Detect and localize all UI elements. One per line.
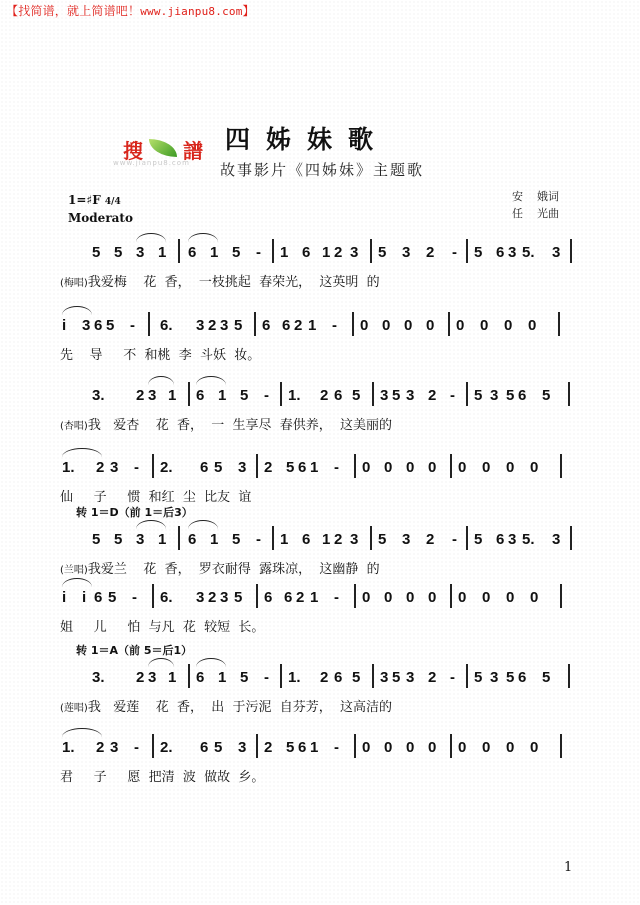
leaf-icon bbox=[149, 139, 177, 157]
notes-line: 5 5 3 1 6 1 5 - 1 6 1 2 3 5 3 2 - 5 6 3 5. 3 bbox=[60, 241, 580, 265]
modulation-marking: 转 1＝D（前 1＝后3） bbox=[76, 506, 193, 519]
site-logo bbox=[113, 135, 218, 167]
lyricist: 安 娥词 bbox=[512, 190, 559, 203]
notes-line: 1. 2 3 - 2. 6 5 3 2 5 6 1 - 0 0 0 0 0 0 0 0 bbox=[60, 736, 580, 760]
notes-line: 1. 2 3 - 2. 6 5 3 2 5 6 1 - 0 0 0 0 0 0 0 0 bbox=[60, 456, 580, 480]
lyrics-line: (莲唱)我 爱莲 花 香， 出 于污泥 自芬芳， 这高洁的 bbox=[60, 700, 393, 715]
score-system-1 bbox=[60, 241, 580, 301]
key-signature: 1=♯F 4/4 bbox=[68, 193, 121, 207]
notes-line: 3. 2 3 1 6 1 5 - 1. 2 6 5 3 5 3 2 - 5 3 5 6 5 bbox=[60, 384, 580, 408]
score-system-6 bbox=[60, 586, 580, 646]
lyrics-line: 君 子 愿 把清 波 做故 乡。 bbox=[60, 770, 265, 785]
score-system-3 bbox=[60, 384, 580, 444]
score-system-5 bbox=[60, 528, 580, 588]
singer-tag: (莲唱) bbox=[60, 703, 88, 714]
logo-char-2: 譜 bbox=[183, 139, 203, 163]
score-system-2 bbox=[60, 314, 580, 374]
logo-char-1: 搜 bbox=[123, 139, 143, 163]
page-number: 1 bbox=[564, 860, 573, 875]
song-title: 四姊妹歌 bbox=[225, 125, 390, 154]
song-subtitle: 故事影片《四姊妹》主题歌 bbox=[220, 161, 425, 179]
singer-tag: (兰唱) bbox=[60, 565, 88, 576]
notes-line: i i 6 5 - 6. 3 2 3 5 6 6 2 1 - 0 0 0 0 0 0 0 0 bbox=[60, 586, 580, 610]
notes-line: 3. 2 3 1 6 1 5 - 1. 2 6 5 3 5 3 2 - 5 3 5 6 5 bbox=[60, 666, 580, 690]
credits bbox=[512, 188, 559, 222]
lyrics-line: 仙 子 惯 和红 尘 比友 谊 bbox=[60, 490, 252, 505]
watermark-banner: 【找简谱，就上简谱吧！www.jianpu8.com】 bbox=[6, 4, 255, 18]
lyrics-line: 先 导 不 和桃 李 斗妖 妆。 bbox=[60, 348, 261, 363]
singer-tag: (梅唱) bbox=[60, 278, 88, 289]
score-system-7 bbox=[60, 666, 580, 726]
watermark-url[interactable]: www.jianpu8.com bbox=[140, 5, 243, 18]
logo-subtext: www.jianpu8.com bbox=[113, 159, 190, 167]
watermark-text: 【找简谱，就上简谱吧！ bbox=[6, 4, 141, 18]
time-signature: 4/4 bbox=[104, 197, 121, 207]
singer-tag: (杏唱) bbox=[60, 421, 88, 432]
modulation-marking: 转 1＝A（前 5＝后1） bbox=[76, 644, 193, 657]
lyrics-line: 姐 儿 怕 与凡 花 较短 长。 bbox=[60, 620, 265, 635]
score-system-8 bbox=[60, 736, 580, 796]
lyrics-line: (杏唱)我 爱杏 花 香， 一 生享尽 春供养， 这美丽的 bbox=[60, 418, 393, 433]
notes-line: 5 5 3 1 6 1 5 - 1 6 1 2 3 5 3 2 - 5 6 3 5. 3 bbox=[60, 528, 580, 552]
composer: 任 光曲 bbox=[512, 207, 559, 220]
tempo-marking: Moderato bbox=[68, 211, 133, 225]
lyrics-line: (兰唱)我爱兰 花 香， 罗衣耐得 露珠凉， 这幽静 的 bbox=[60, 562, 380, 577]
lyrics-line: (梅唱)我爱梅 花 香， 一枝挑起 春荣光， 这英明 的 bbox=[60, 275, 380, 290]
notes-line: i 3 6 5 - 6. 3 2 3 5 6 6 2 1 - 0 0 0 0 0 0 0 0 bbox=[60, 314, 580, 338]
